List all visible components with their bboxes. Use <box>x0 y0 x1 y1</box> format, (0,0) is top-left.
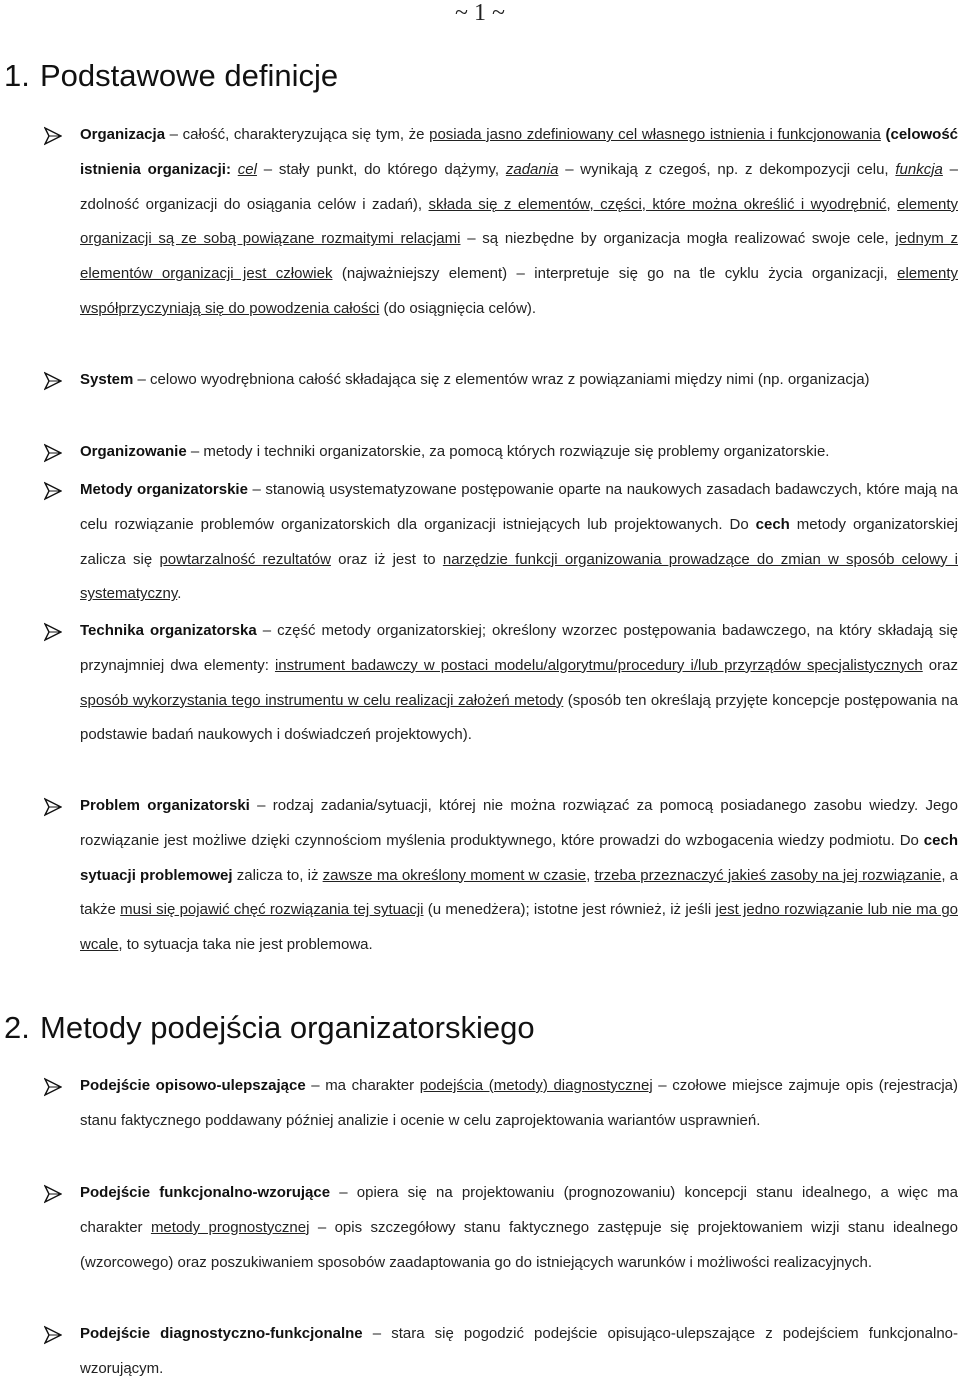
text-run: – stały punkt, do którego dążymy, <box>256 160 506 178</box>
text-run: zalicza to, iż <box>232 866 323 884</box>
arrow-bullet-shape <box>44 481 62 501</box>
term-bold: System <box>80 371 134 388</box>
arrow-bullet-shape <box>44 1325 62 1345</box>
arrow-bullet-shape <box>44 1077 62 1097</box>
text-run: – rodzaj zadania/sytuacji, której nie można rozwiązać za pomocą posiadanego zasobu wiedzy. Jego rozwiązanie jest możliwe dzięki czynnościom myślenia produktywnego, które prowadzi do wzbogacenia wiedzy podmiotu. Do <box>80 797 958 849</box>
italic-term: funkcja <box>895 160 943 178</box>
italic-term: cel <box>237 160 257 178</box>
arrow-bullet-icon <box>44 481 62 501</box>
text-run: (u menedżera); istotne jest również, iż jeśli <box>423 901 716 919</box>
text-run: – zdolność organizacji do osiągania celów i zadań), <box>80 160 959 213</box>
text-run: – część metody organizatorskiej; określony wzorzec postępowania badawczego, na który składają się przynajmniej dwa elementy: <box>80 622 958 674</box>
term-bold: cech sytuacji problemowej <box>80 831 958 884</box>
text-run: oraz iż jest to <box>330 550 443 568</box>
term-bold: Organizacja <box>80 126 166 143</box>
term-bold: Problem organizatorski <box>80 797 250 814</box>
arrow-bullet-icon <box>44 1184 62 1204</box>
definition-item <box>80 789 958 963</box>
text-run: , <box>886 195 898 213</box>
underlined-phrase: jednym z elementów organizacji jest człowiek <box>80 230 958 283</box>
arrow-bullet-shape <box>44 797 62 817</box>
text-run: , <box>586 866 595 884</box>
arrow-bullet-icon <box>44 622 62 642</box>
arrow-bullet-icon <box>44 1325 62 1345</box>
arrow-bullet-icon <box>44 371 62 391</box>
arrow-bullet-shape <box>44 443 62 463</box>
term-bold: Metody organizatorskie <box>80 481 248 498</box>
arrow-bullet-icon <box>44 1077 62 1097</box>
term-bold: Podejście diagnostyczno-funkcjonalne <box>80 1325 363 1342</box>
text-run: – są niezbędne by organizacja mogła realizować swoje cele, <box>460 230 896 248</box>
arrow-bullet-shape <box>44 371 62 391</box>
underlined-phrase: metody prognostycznej <box>150 1218 310 1236</box>
arrow-bullet-shape <box>44 126 62 146</box>
definition-item <box>80 614 958 753</box>
arrow-bullet-icon <box>44 443 62 463</box>
text-run: – stara się pogodzić podejście opisująco-ulepszające z podejściem funkcjonalno-wzorującym. <box>80 1325 959 1377</box>
text-run: – całość, charakteryzująca się tym, że <box>165 126 430 143</box>
method-item <box>80 1176 958 1280</box>
text-run: – czołowe miejsce zajmuje opis (rejestracja) stanu faktycznego poddawany później analizie i ocenie w celu zaprojektowania wariantów usprawnień. <box>80 1077 958 1129</box>
underlined-phrase: elementy współprzyczyniają się do powodzenia całości <box>80 265 958 317</box>
term-bold: Technika organizatorska <box>80 622 257 639</box>
text-run <box>231 161 238 178</box>
underlined-phrase: zawsze ma określony moment w czasie <box>322 866 587 884</box>
text-run: – stanowią usystematyzowane postępowanie oparte na naukowych zasadach badawczych, które mają na celu rozwiązanie problemów organizatorskich dla organizacji istniejących lub projektowanych. Do <box>80 481 958 533</box>
underlined-phrase: jest jedno rozwiązanie lub nie ma go wcale <box>80 901 958 954</box>
underlined-phrase: musi się pojawić chęć rozwiązania tej sytuacji <box>120 901 424 919</box>
text-run: – wynikają z czegoś, np. z dekompozycji celu, <box>558 160 896 178</box>
underlined-phrase: powtarzalność rezultatów <box>159 550 331 568</box>
underlined-phrase: elementy organizacji są ze sobą powiązane rozmaitymi relacjami <box>80 195 958 248</box>
text-run: metody organizatorskiej zalicza się <box>80 515 959 568</box>
underlined-phrase: narzędzie funkcji organizowania prowadzące do zmian w sposób celowy i systematyczny <box>80 550 959 603</box>
section-heading-1 <box>4 58 338 94</box>
term-bold: Podejście funkcjonalno-wzorujące <box>80 1184 331 1201</box>
text-run: , to sytuacja taka nie jest problemowa. <box>118 936 373 954</box>
text-run: oraz <box>922 656 958 674</box>
definition-item <box>80 363 958 398</box>
definition-item <box>80 435 958 470</box>
text-run: – opis szczegółowy stanu faktycznego zastępuje się projektowaniem wizji stanu idealnego (wzorcowego) oraz poszukiwaniem sposobów zaadaptowania go do istniejących warunków i możliwości realizacyjnych. <box>80 1218 958 1271</box>
underlined-phrase: posiada jasno zdefiniowany cel własnego istnienia i funkcjonowania <box>429 126 881 143</box>
page-number: ~ 1 ~ <box>455 0 505 26</box>
text-run: , a także <box>80 866 958 919</box>
section-title: Metody podejścia organizatorskiego <box>40 1010 535 1045</box>
underlined-phrase: sposób wykorzystania tego instrumentu w celu realizacji założeń metody <box>80 691 564 709</box>
underlined-phrase: podejścia (metody) diagnostycznej <box>419 1077 653 1094</box>
arrow-bullet-shape <box>44 622 62 642</box>
text-run: – ma charakter <box>305 1077 420 1094</box>
underlined-phrase: trzeba przeznaczyć jakieś zasoby na jej rozwiązanie <box>594 866 942 884</box>
method-item <box>80 1317 958 1387</box>
text-run: (do osiągnięcia celów). <box>379 299 537 317</box>
arrow-bullet-icon <box>44 797 62 817</box>
text-run: – metody i techniki organizatorskie, za pomocą których rozwiązuje się problemy organizatorskie. <box>186 443 830 460</box>
arrow-bullet-icon <box>44 126 62 146</box>
term-bold: (celowość istnienia organizacji: <box>80 126 959 178</box>
text-run: – opiera się na projektowaniu (prognozowaniu) koncepcji stanu idealnego, a więc ma charakter <box>80 1184 958 1236</box>
arrow-bullet-shape <box>44 1184 62 1204</box>
term-bold: cech <box>755 515 790 533</box>
italic-term: zadania <box>505 160 559 178</box>
section-title: Podstawowe definicje <box>40 58 339 93</box>
underlined-phrase: składa się z elementów, części, które można określić i wyodrębnić <box>428 195 887 213</box>
text-run: (najważniejszy element) – interpretuje się go na tle cyklu życia organizacji, <box>332 265 898 283</box>
section-number: 2. <box>4 1010 30 1045</box>
term-bold: Podejście opisowo-ulepszające <box>80 1077 306 1094</box>
term-bold: Organizowanie <box>80 443 187 460</box>
text-run: (sposób ten określają przyjęte koncepcje postępowania na podstawie badań naukowych i doświadczeń projektowych). <box>80 691 958 744</box>
method-item <box>80 1069 958 1139</box>
section-number: 1. <box>4 58 30 93</box>
text-run: . <box>177 585 182 603</box>
section-heading-2 <box>4 1010 535 1046</box>
underlined-phrase: instrument badawczy w postaci modelu/algorytmu/procedury i/lub przyrządów specjalistycznych <box>274 656 923 674</box>
text-run: – celowo wyodrębniona całość składająca się z elementów wraz z powiązaniami między nimi (np. organizacja) <box>133 371 870 388</box>
definition-item <box>80 118 958 327</box>
definition-item <box>80 473 958 612</box>
